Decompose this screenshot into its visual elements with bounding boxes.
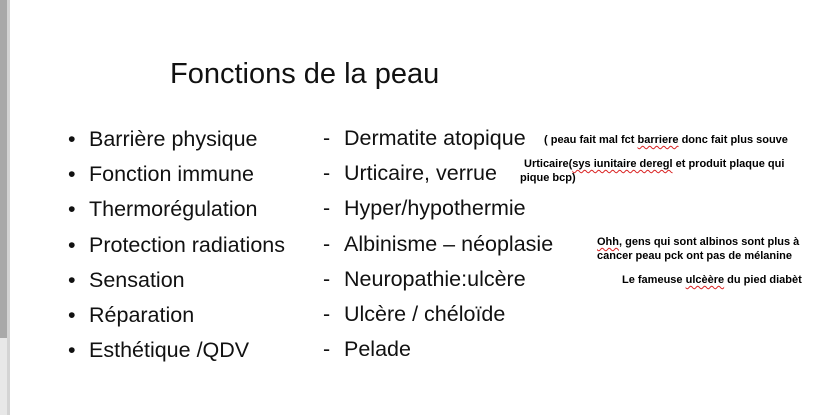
condition-label: Dermatite atopique: [344, 126, 526, 150]
bullet-glyph: •: [68, 232, 76, 257]
note-text: ( peau fait mal fct: [544, 134, 638, 146]
condition-item: [323, 264, 553, 299]
bullet-glyph: •: [68, 162, 76, 187]
function-label: Protection radiations: [89, 232, 285, 257]
function-label: Esthétique /QDV: [89, 338, 250, 363]
condition-label: Neuropathie:ulcère: [344, 266, 526, 291]
function-item: [68, 300, 285, 335]
condition-label: Ulcère / chéloïde: [344, 301, 506, 326]
condition-label: Albinisme – néoplasie: [344, 231, 554, 256]
condition-item: [323, 193, 553, 228]
condition-item: [323, 334, 553, 369]
functions-list: [68, 124, 285, 370]
function-item: [68, 265, 285, 300]
note-line: [597, 235, 799, 249]
slide-title: Fonctions de la peau: [170, 58, 440, 90]
note-line: cancer peau pck ont pas de mélanine: [597, 250, 793, 262]
condition-item: [323, 299, 553, 334]
note-text: donc fait plus souve: [678, 134, 788, 146]
condition-label: Pelade: [344, 337, 411, 362]
bullet-glyph: •: [68, 127, 76, 151]
note-ulcere: [622, 273, 802, 287]
function-label: Fonction immune: [89, 162, 254, 187]
function-item: [68, 159, 285, 194]
condition-item: [323, 123, 553, 158]
bullet-glyph: •: [68, 197, 76, 222]
slide-canvas: [10, 0, 833, 415]
bullet-glyph: •: [68, 267, 76, 292]
function-label: Barrière physique: [89, 127, 258, 151]
function-label: Thermorégulation: [89, 197, 258, 222]
conditions-list: [323, 123, 553, 369]
condition-label: Hyper/hypothermie: [344, 196, 526, 221]
dash-glyph: -: [323, 301, 331, 326]
condition-item: [323, 229, 553, 264]
note-albinisme: [597, 235, 799, 263]
note-spellcheck-text: Ohh: [597, 236, 619, 248]
note-text: Le fameuse: [622, 274, 686, 286]
function-item: [68, 194, 285, 229]
note-spellcheck-text: barriere: [637, 134, 679, 146]
condition-label: Urticaire, verrue: [344, 161, 497, 186]
bullet-glyph: •: [68, 302, 76, 327]
note-text: du pied diabèt: [724, 274, 802, 286]
note-text: et produit plaque qui: [672, 158, 785, 170]
function-item: [68, 230, 285, 265]
note-line: [520, 157, 784, 171]
note-text: , gens qui sont albinos sont plus à: [619, 236, 800, 248]
dash-glyph: -: [323, 161, 331, 186]
function-label: Sensation: [89, 267, 185, 292]
note-text: Urticaire(: [524, 158, 573, 170]
dash-glyph: -: [323, 231, 331, 256]
note-line: pique bcp): [520, 172, 576, 184]
note-dermatite: [544, 133, 788, 147]
bullet-glyph: •: [68, 338, 76, 363]
note-spellcheck-text: sys iunitaire deregl: [572, 158, 673, 170]
condition-item: [323, 158, 553, 193]
note-urticaire: [520, 157, 784, 185]
note-spellcheck-text: ulcèère: [685, 274, 725, 286]
dash-glyph: -: [323, 337, 331, 362]
dash-glyph: -: [323, 266, 331, 291]
dash-glyph: -: [323, 196, 331, 221]
dash-glyph: -: [323, 126, 331, 150]
window-left-scrollbar[interactable]: [0, 0, 7, 338]
function-item: [68, 124, 285, 159]
function-item: [68, 335, 285, 370]
function-label: Réparation: [89, 302, 195, 327]
